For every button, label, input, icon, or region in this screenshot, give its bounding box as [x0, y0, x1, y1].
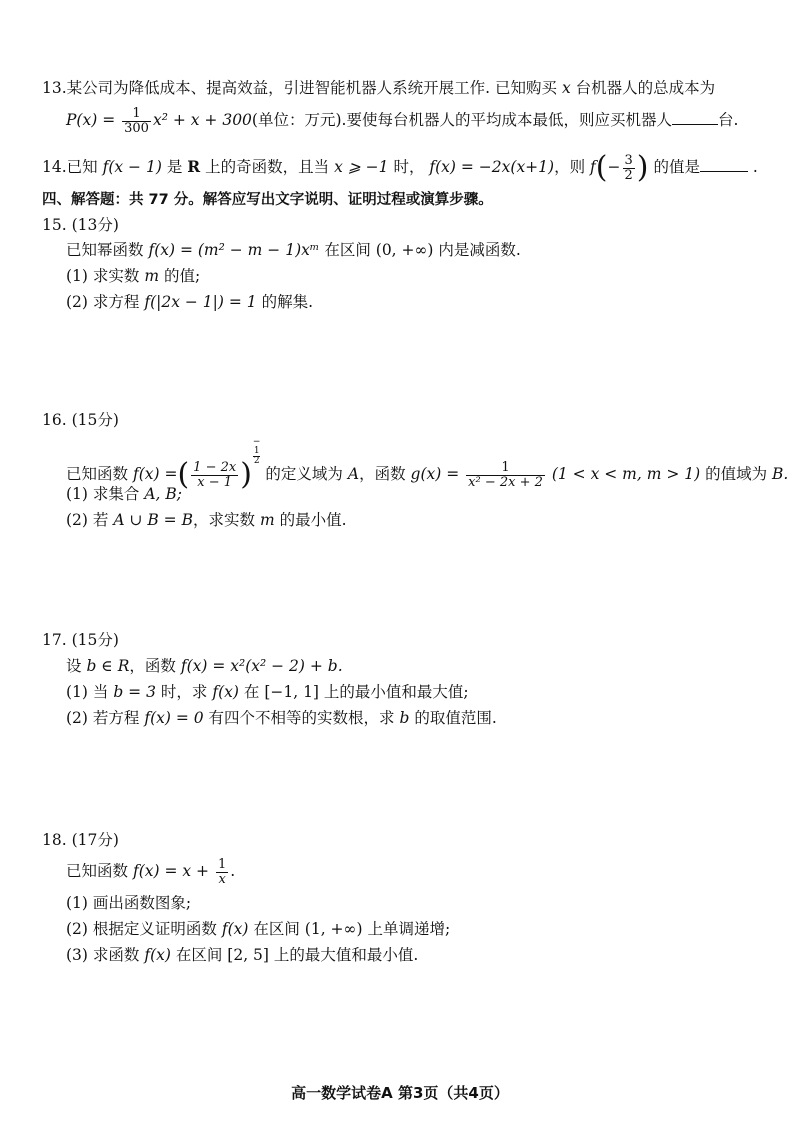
q14-fraction: $\frac{3}{2}$ — [624, 152, 633, 183]
q13-answer-blank[interactable] — [672, 124, 718, 125]
q18-part2: (2) 根据定义证明函数 f(x) 在区间 (1, +∞) 上单调递增; — [66, 920, 451, 938]
q18-fraction: $\frac{1}{x}$ — [217, 856, 227, 887]
q17-header: 17. (15分) — [42, 631, 119, 649]
q18-header: 18. (17分) — [42, 831, 119, 849]
q15-part1: (1) 求实数 m 的值; — [66, 267, 201, 285]
q18-stem: 已知函数 f(x) = x + $\frac{1}{x}$ . — [66, 856, 236, 887]
q17-stem: 设 b ∈ R，函数 f(x) = x²(x² − 2) + b. — [66, 657, 343, 675]
q16-g-fraction: $\frac{1}{\text{x² − 2x + 2}}$ — [468, 459, 543, 490]
q16-exponent: − 1 2 — [252, 437, 261, 466]
q17-part2: (2) 若方程 f(x) = 0 有四个不相等的实数根，求 b 的取值范围. — [66, 709, 497, 727]
q14-number: 14. — [42, 158, 67, 176]
q16-part1: (1) 求集合 A, B; — [66, 485, 182, 503]
q13-line2: P(x) = $\frac{1}{300}$ x² + x + 300(单位：万元).要使每台机器人的平均成本最低，则应买机器人 台. — [66, 105, 739, 136]
q17-part1: (1) 当 b = 3 时，求 f(x) 在 [−1, 1] 上的最小值和最大值; — [66, 683, 469, 701]
q13-number: 13. — [42, 79, 67, 97]
q16-header: 16. (15分) — [42, 411, 119, 429]
q13-fraction: $\frac{1}{300}$ — [124, 105, 149, 136]
q14-answer-blank[interactable] — [700, 171, 748, 172]
q15-header: 15. (13分) — [42, 216, 119, 234]
section-4-heading: 四、解答题：共 77 分。解答应写出文字说明、证明过程或演算步骤。 — [42, 192, 493, 208]
q15-part2: (2) 求方程 f(|2x − 1|) = 1 的解集. — [66, 293, 313, 311]
q14-line: 14.已知 f(x − 1) 是 R 上的奇函数，且当 x ⩾ −1 时， f(x) = −2x(x+1)，则 f(− $\frac{3}{2}$ ) 的值是 . — [42, 150, 758, 185]
q16-inner-fraction: $\frac{1 - 2x}{x - 1}$ — [193, 459, 237, 490]
q16-part2: (2) 若 A ∪ B = B，求实数 m 的最小值. — [66, 511, 347, 529]
q16-stem: 已知函数 f(x) =( $\frac{1 - 2x}{x - 1}$ )− 1 2 的定义域为 A，函数 g(x) = $\frac{1}{\text{x² − 2x + 2}}$ (1 < x < m, m > 1) 的值域为 B. — [66, 437, 789, 492]
q15-stem: 已知幂函数 f(x) = (m² − m − 1)xᵐ 在区间 (0, +∞) 内是减函数. — [66, 241, 521, 259]
page-footer: 高一数学试卷A 第3页（共4页） — [291, 1084, 509, 1102]
q13-line1: 13.某公司为降低成本、提高效益，引进智能机器人系统开展工作. 已知购买 x 台机器人的总成本为 — [42, 79, 716, 97]
q18-part3: (3) 求函数 f(x) 在区间 [2, 5] 上的最大值和最小值. — [66, 946, 419, 964]
q18-part1: (1) 画出函数图象; — [66, 894, 192, 912]
